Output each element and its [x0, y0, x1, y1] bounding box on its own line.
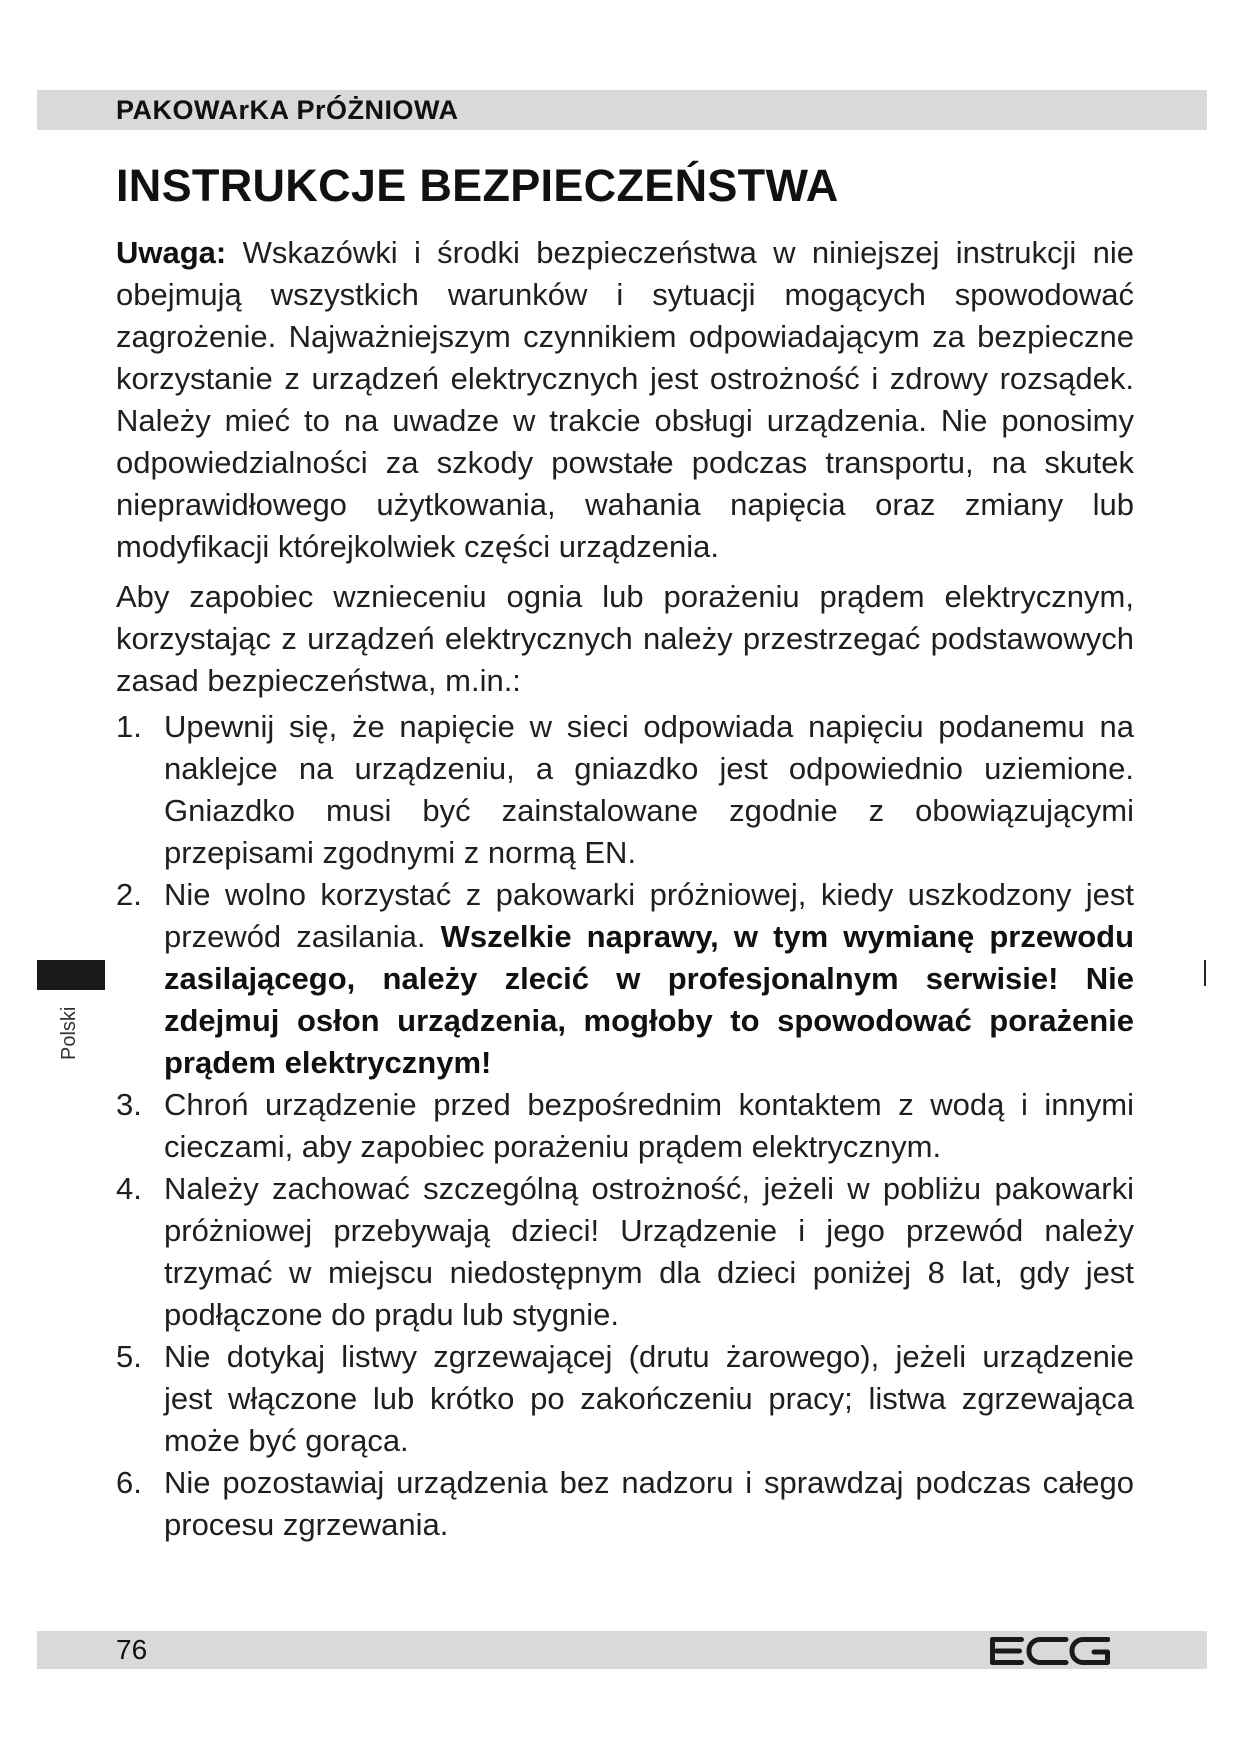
item-number: 1. [116, 709, 142, 744]
note-label: Uwaga: [116, 235, 227, 270]
list-item [116, 706, 1134, 874]
page-title: INSTRUKCJE BEZPIECZEŃSTWA [116, 160, 839, 211]
note-text: Wskazówki i środki bezpieczeństwa w niniejszej instrukcji nie obejmują wszystkich warunków i sytuacji mogących spowodować zagrożenie. Najważniejszym czynnikiem odpowiadającym za bezpieczne korzystanie z urządzeń elektrycznych jest ostrożność i zdrowy rozsądek. Należy mieć to na uwadze w trakcie obsługi urządzenia. Nie ponosimy odpowiedzialności za szkody powstałe podczas transportu, na skutek nieprawidłowego użytkowania, wahania napięcia oraz zmiany lub modyfikacji którejkolwiek części urządzenia. [116, 235, 1134, 564]
item-bold-warning: Wszelkie naprawy, w tym wymianę przewodu zasilającego, należy zlecić w profesjonalnym serwisie! Nie zdejmuj osłon urządzenia, mogłoby to spowodować porażenie prądem elektrycznym! [164, 919, 1135, 1080]
item-number: 6. [116, 1465, 142, 1500]
list-item [116, 1462, 1134, 1546]
list-item [116, 874, 1134, 1084]
item-text: Nie wolno korzystać z pakowarki próżniowej, kiedy uszkodzony jest przewód zasilania. [164, 877, 1134, 954]
ecg-logo [990, 1637, 1110, 1665]
list-item [116, 1084, 1134, 1168]
item-text: Upewnij się, że napięcie w sieci odpowiada napięciu podanemu na naklejce na urządzeniu, a gniazdko jest odpowiednio uziemione. Gniazdko musi być zainstalowane zgodnie z obowiązującymi przepisami zgodnymi z normą EN. [164, 709, 1134, 870]
item-text: Chroń urządzenie przed bezpośrednim kontaktem z wodą i innymi cieczami, aby zapobiec porażeniu prądem elektrycznym. [164, 1087, 1134, 1164]
item-number: 2. [116, 877, 142, 912]
item-number: 3. [116, 1087, 142, 1122]
intro-paragraph: Aby zapobiec wznieceniu ognia lub porażeniu prądem elektrycznym, korzystając z urządzeń elektrycznych należy przestrzegać podstawowych zasad bezpieczeństwa, m.in.: [116, 579, 1134, 698]
list-item [116, 1336, 1134, 1462]
note-paragraph [116, 232, 1134, 568]
language-tab-marker [37, 960, 105, 990]
item-text: Należy zachować szczególną ostrożność, jeżeli w pobliżu pakowarki próżniowej przebywają dzieci! Urządzenie i jego przewód należy trzymać w miejscu niedostępnym dla dzieci poniżej 8 lat, gdy jest podłączone do prądu lub stygnie. [164, 1171, 1134, 1332]
safety-list [116, 706, 1134, 1546]
document-header-title: PAKOWArKA PrÓŻNIOWA [116, 95, 459, 125]
language-tab-label: Polski [58, 1006, 80, 1060]
content-body [116, 232, 1134, 1546]
item-number: 5. [116, 1339, 142, 1374]
item-number: 4. [116, 1171, 142, 1206]
page-number: 76 [116, 1634, 148, 1665]
item-text: Nie dotykaj listwy zgrzewającej (drutu żarowego), jeżeli urządzenie jest włączone lub krótko po zakończeniu pracy; listwa zgrzewająca może być gorąca. [164, 1339, 1134, 1458]
right-margin-marker [1204, 960, 1206, 986]
list-item [116, 1168, 1134, 1336]
item-text: Nie pozostawiaj urządzenia bez nadzoru i sprawdzaj podczas całego procesu zgrzewania. [164, 1465, 1134, 1542]
